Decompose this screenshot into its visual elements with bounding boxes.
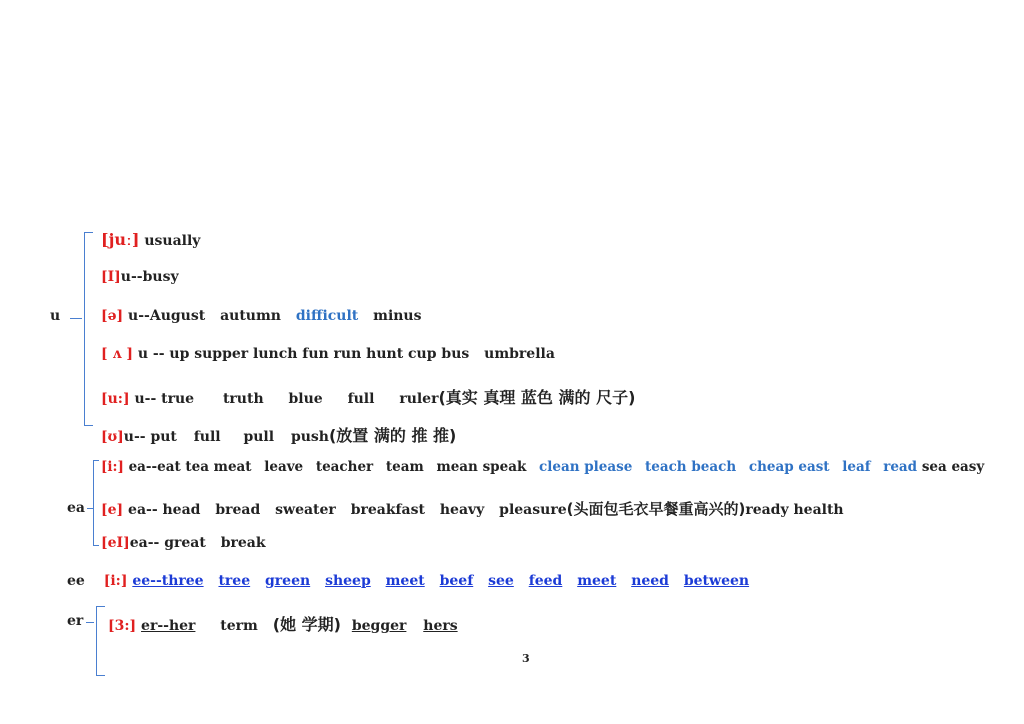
ipa: [juː] bbox=[101, 230, 140, 249]
word: difficult bbox=[295, 308, 359, 324]
word: er--her bbox=[141, 618, 196, 634]
word: ea-- great bbox=[129, 535, 206, 551]
u-row-3 bbox=[101, 308, 422, 324]
word: umbrella bbox=[484, 346, 555, 362]
ipa: [i:] bbox=[101, 459, 124, 475]
word: beef bbox=[439, 573, 474, 589]
u-row-2 bbox=[101, 269, 179, 285]
word: sweater bbox=[275, 502, 336, 518]
ipa: [I] bbox=[101, 269, 121, 285]
chinese-gloss: (放置 满的 推 推) bbox=[328, 426, 457, 445]
word: heavy bbox=[439, 502, 485, 518]
word: pleasure bbox=[499, 502, 567, 518]
brace-er bbox=[96, 606, 105, 676]
word: read bbox=[883, 459, 918, 475]
word: meet bbox=[577, 573, 617, 589]
ee-row bbox=[67, 573, 749, 589]
u-row-6 bbox=[101, 423, 456, 446]
brace-u bbox=[84, 232, 93, 426]
word: breakfast bbox=[350, 502, 425, 518]
word: usually bbox=[144, 233, 201, 249]
chinese-gloss: (头面包毛衣早餐重高兴的) bbox=[566, 500, 746, 518]
brace-tick bbox=[86, 622, 94, 623]
ea-row-3 bbox=[101, 535, 266, 551]
word: break bbox=[220, 535, 266, 551]
word: meet bbox=[385, 573, 425, 589]
word: ea-- head bbox=[128, 502, 201, 518]
chinese-gloss: (她 学期) bbox=[272, 615, 341, 634]
u-row-5 bbox=[101, 385, 635, 408]
word: between bbox=[683, 573, 750, 589]
word: see bbox=[488, 573, 514, 589]
word: u--busy bbox=[120, 269, 179, 285]
word: cheap east bbox=[748, 459, 830, 475]
word: sea easy bbox=[921, 459, 985, 475]
word: sheep bbox=[325, 573, 371, 589]
word: u-- put bbox=[123, 429, 177, 445]
ipa: [i:] bbox=[103, 573, 128, 589]
word: tree bbox=[218, 573, 251, 589]
ipa: [ʊ] bbox=[101, 429, 124, 445]
word: green bbox=[265, 573, 311, 589]
ipa: [e] bbox=[101, 502, 124, 518]
word: leaf bbox=[842, 459, 871, 475]
word: ready health bbox=[745, 502, 844, 518]
word: push bbox=[290, 429, 329, 445]
u-row-1 bbox=[101, 230, 200, 249]
word: teach beach bbox=[645, 459, 737, 475]
word: blue bbox=[288, 391, 323, 407]
ea-row-1 bbox=[101, 459, 984, 475]
ea-row-2 bbox=[101, 498, 844, 519]
ipa: [ ʌ ] bbox=[101, 346, 133, 362]
word: need bbox=[631, 573, 669, 589]
word: feed bbox=[528, 573, 563, 589]
word: leave bbox=[264, 459, 304, 475]
ipa: [eI] bbox=[101, 535, 130, 551]
word: teacher bbox=[315, 459, 374, 475]
word: u--August bbox=[128, 308, 206, 324]
word: ea--eat tea meat bbox=[128, 459, 252, 475]
word: autumn bbox=[220, 308, 281, 324]
brace-tick bbox=[70, 318, 82, 319]
group-label-ea: ea bbox=[67, 500, 85, 516]
brace-ea bbox=[93, 460, 99, 546]
word: u-- true bbox=[134, 391, 195, 407]
er-row bbox=[108, 612, 458, 635]
page-number: 3 bbox=[522, 652, 530, 665]
word: bread bbox=[215, 502, 261, 518]
word: ee--three bbox=[132, 573, 204, 589]
word: mean speak bbox=[436, 459, 527, 475]
group-label-ee: ee bbox=[67, 573, 85, 589]
word: full bbox=[347, 391, 375, 407]
word: clean please bbox=[539, 459, 633, 475]
word: team bbox=[385, 459, 424, 475]
chinese-gloss: (真实 真理 蓝色 满的 尺子) bbox=[438, 388, 636, 407]
group-label-u: u bbox=[50, 308, 61, 324]
word: hers bbox=[423, 618, 458, 634]
word: full bbox=[193, 429, 221, 445]
word: begger bbox=[351, 618, 407, 634]
group-label-er: er bbox=[67, 613, 84, 629]
word: u -- up supper lunch fun run hunt cup bus bbox=[137, 346, 470, 362]
word: pull bbox=[243, 429, 275, 445]
u-row-4 bbox=[101, 346, 555, 362]
word: truth bbox=[222, 391, 264, 407]
word: ruler bbox=[399, 391, 439, 407]
ipa: [3:] bbox=[108, 618, 137, 634]
word: term bbox=[220, 618, 258, 634]
ipa: [u:] bbox=[101, 391, 130, 407]
word: minus bbox=[373, 308, 422, 324]
ipa: [ə] bbox=[101, 308, 124, 324]
